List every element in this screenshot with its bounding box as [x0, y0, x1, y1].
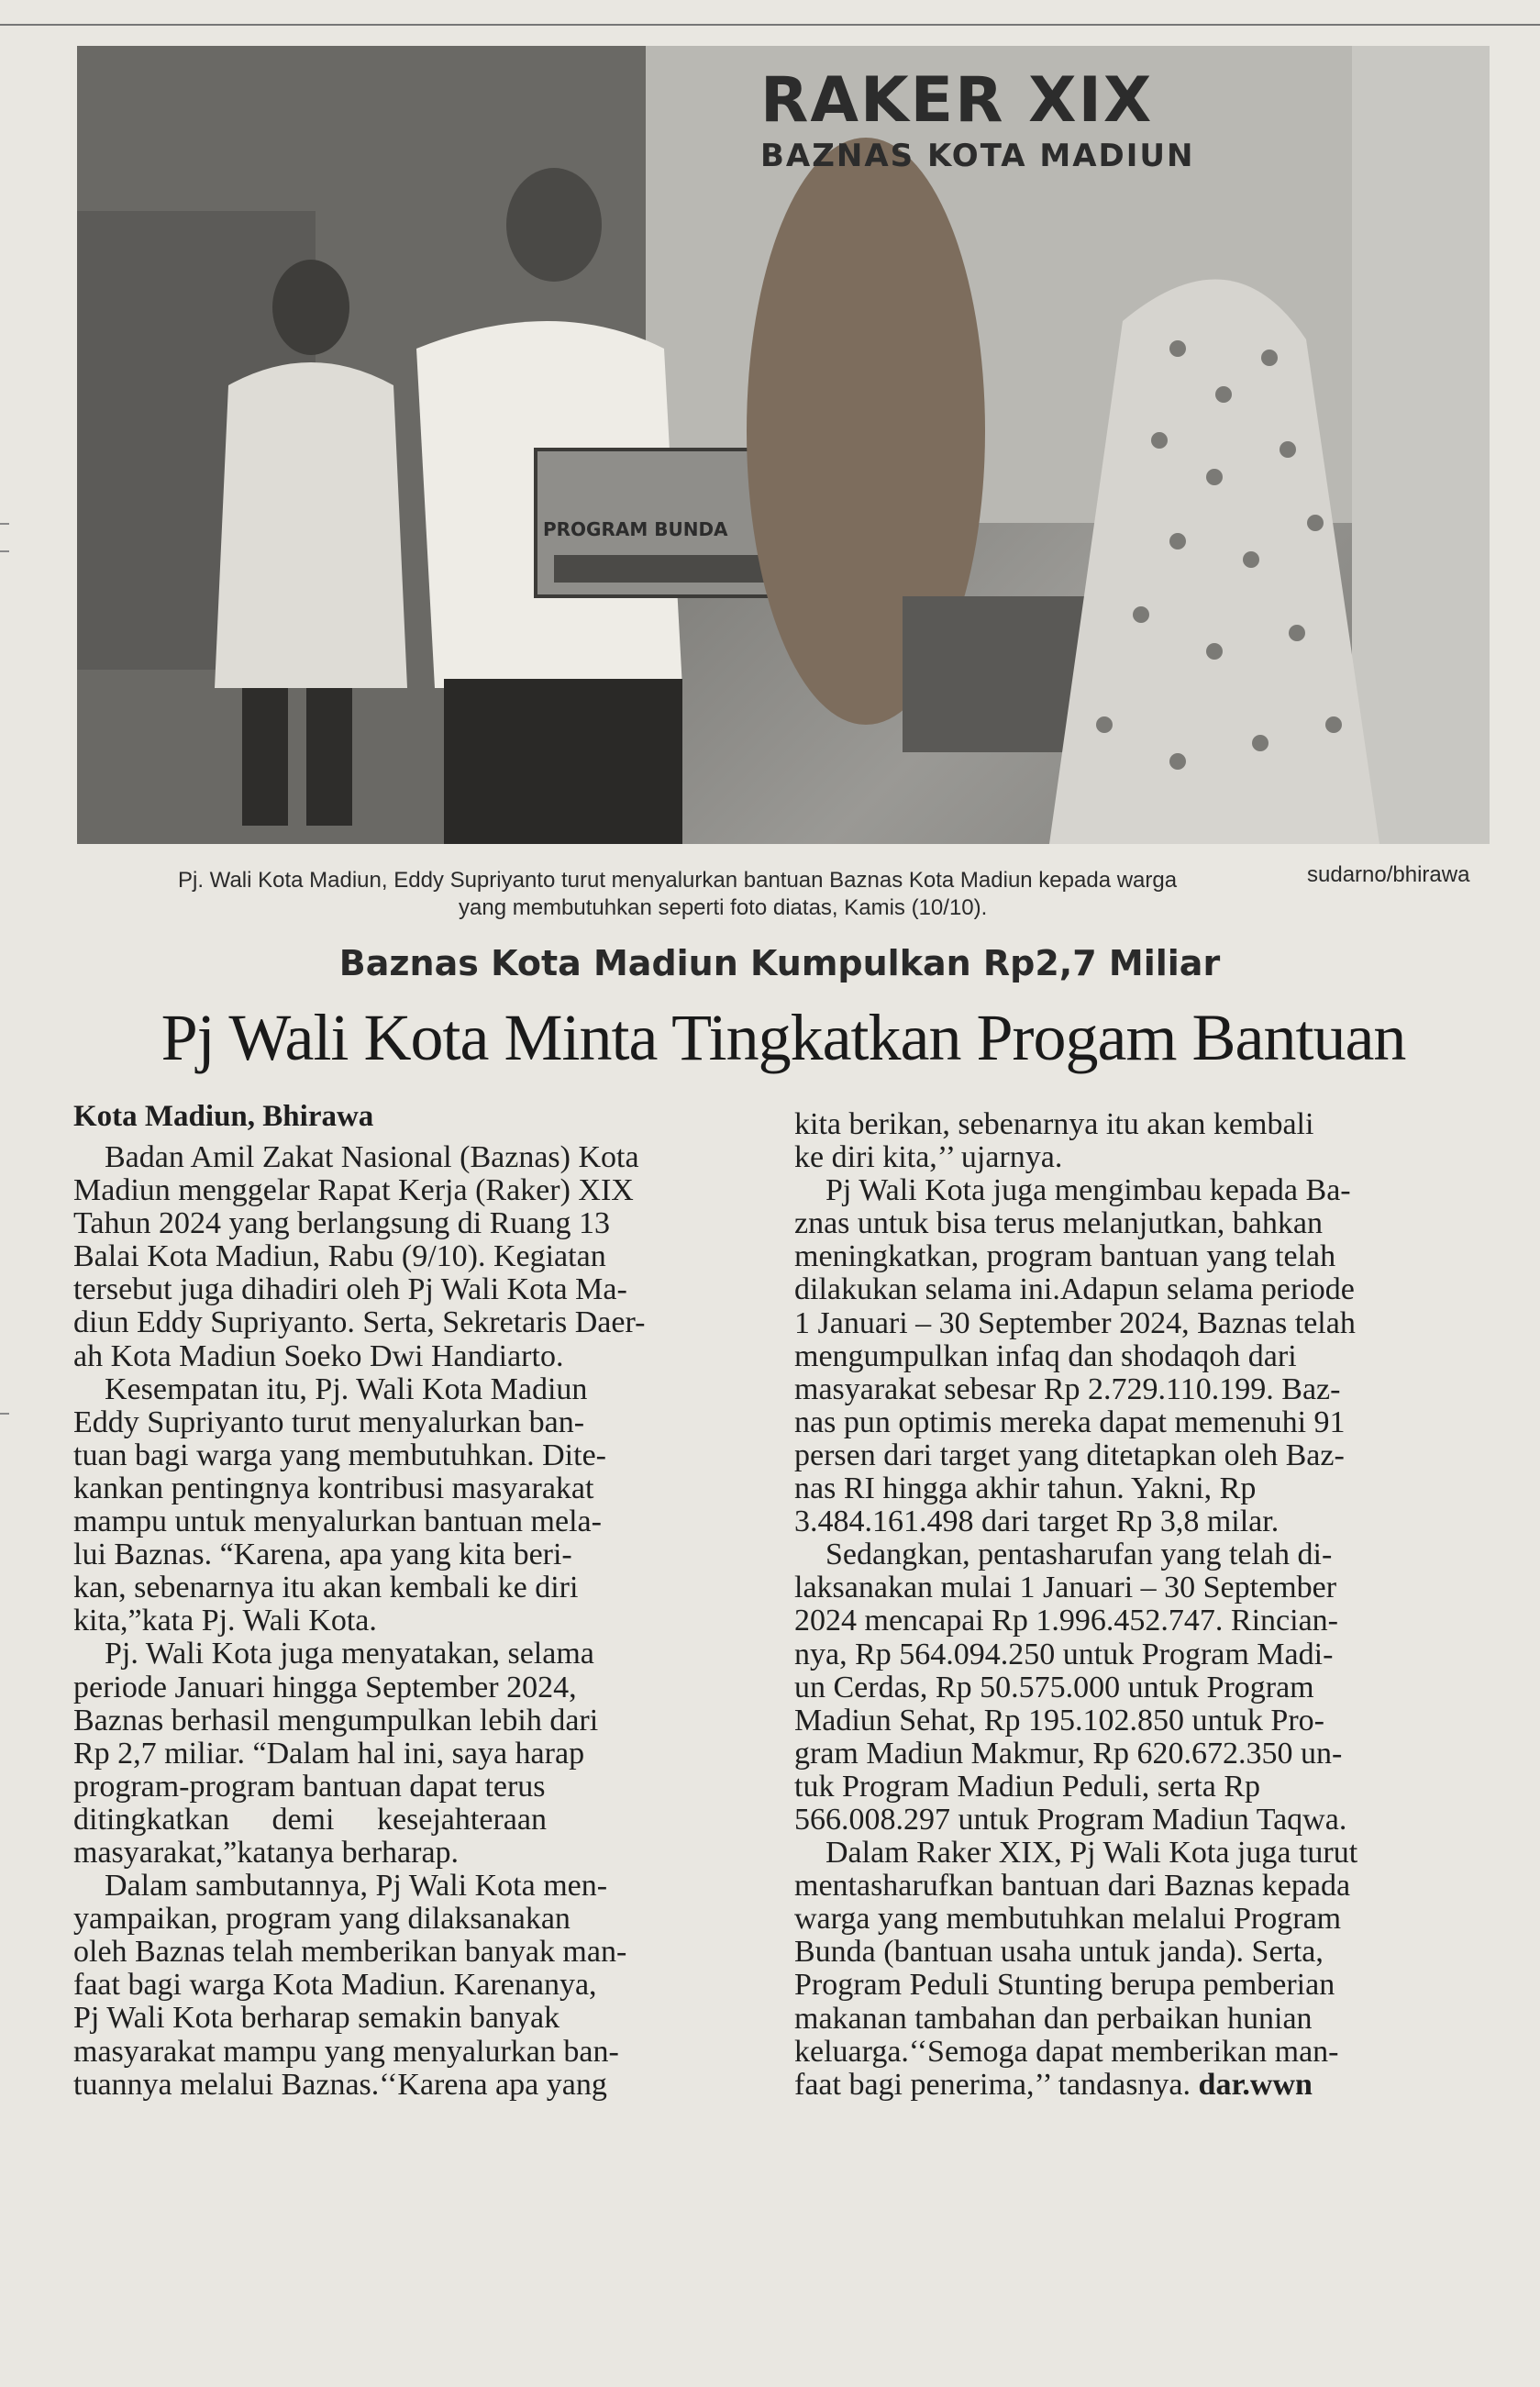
text-line: lui Baznas. “Karena, apa yang kita beri- — [73, 1538, 572, 1572]
text-line: kan, sebenarnya itu akan kembali ke diri — [73, 1571, 579, 1605]
news-photo — [77, 46, 1490, 844]
text-line: Bunda (bantuan usaha untuk janda). Serta, — [794, 1935, 1324, 1970]
text-line: masyarakat mampu yang menyalurkan ban- — [73, 2034, 619, 2069]
text-line: Pj Wali Kota juga mengimbau kepada Ba- — [825, 1173, 1351, 1208]
text-line: faat bagi penerima,’’ tandasnya. — [794, 2067, 1191, 2102]
text-line: Balai Kota Madiun, Rabu (9/10). Kegiatan — [73, 1239, 606, 1274]
text-line: gram Madiun Makmur, Rp 620.672.350 un- — [794, 1736, 1343, 1771]
text-line: ke diri kita,’’ ujarnya. — [794, 1140, 1063, 1175]
text-line: ditingkatkan demi kesejahteraan — [73, 1802, 547, 1837]
photo-caption-line: yang membutuhkan seperti foto diatas, Kamis (10/10). — [459, 895, 988, 920]
text-line: 1 Januari – 30 September 2024, Baznas telah — [794, 1305, 1356, 1340]
text-line: Dalam sambutannya, Pj Wali Kota men- — [105, 1869, 608, 1904]
text-line: Dalam Raker XIX, Pj Wali Kota juga turut — [825, 1836, 1358, 1871]
text-line: Baznas berhasil mengumpulkan lebih dari — [73, 1703, 599, 1738]
text-line: Tahun 2024 yang berlangsung di Ruang 13 — [73, 1206, 610, 1241]
text-line-last — [794, 2069, 1491, 2102]
text-line: Pj Wali Kota berharap semakin banyak — [73, 2001, 560, 2036]
photo-credit: sudarno/bhirawa — [1307, 862, 1470, 887]
banner-subtitle: BAZNAS KOTA MADIUN — [760, 138, 1195, 174]
text-line: nas pun optimis mereka dapat memenuhi 91 — [794, 1404, 1346, 1439]
text-line: Madiun Sehat, Rp 195.102.850 untuk Pro- — [794, 1703, 1324, 1738]
article-dateline: Kota Madiun, Bhirawa — [73, 1100, 374, 1133]
text-line: meningkatkan, program bantuan yang telah — [794, 1239, 1336, 1274]
text-line: persen dari target yang ditetapkan oleh Baz- — [794, 1438, 1345, 1472]
banner-title: RAKER XIX — [760, 64, 1154, 137]
text-line: keluarga.‘‘Semoga dapat memberikan man- — [794, 2034, 1339, 2069]
text-line: Kesempatan itu, Pj. Wali Kota Madiun — [105, 1371, 588, 1406]
article-column-left — [73, 1141, 752, 2102]
text-line: oleh Baznas telah memberikan banyak man- — [73, 1935, 627, 1970]
text-line: masyarakat sebesar Rp 2.729.110.199. Baz- — [794, 1371, 1341, 1406]
author-signoff: dar.wwn — [1198, 2067, 1313, 2102]
text-line: ah Kota Madiun Soeko Dwi Handiarto. — [73, 1338, 564, 1373]
text-line: un Cerdas, Rp 50.575.000 untuk Program — [794, 1670, 1314, 1704]
text-line: 2024 mencapai Rp 1.996.452.747. Rincian- — [794, 1604, 1339, 1638]
text-line: mengumpulkan infaq dan shodaqoh dari — [794, 1338, 1297, 1373]
text-line: znas untuk bisa terus melanjutkan, bahkan — [794, 1206, 1323, 1241]
text-line: nas RI hingga akhir tahun. Yakni, Rp — [794, 1471, 1257, 1506]
text-line: 3.484.161.498 dari target Rp 3,8 milar. — [794, 1504, 1280, 1539]
text-line: kankan pentingnya kontribusi masyarakat — [73, 1471, 594, 1505]
text-line: kita,”kata Pj. Wali Kota. — [73, 1604, 377, 1638]
text-line: Sedangkan, pentasharufan yang telah di- — [825, 1538, 1333, 1572]
text-line: diun Eddy Supriyanto. Serta, Sekretaris Daer- — [73, 1305, 646, 1340]
text-line: faat bagi warga Kota Madiun. Karenanya, — [73, 1968, 597, 2003]
article-kicker: Baznas Kota Madiun Kumpulkan Rp2,7 Miliar — [338, 943, 1221, 983]
text-line: tuk Program Madiun Peduli, serta Rp — [794, 1769, 1261, 1804]
text-line: Pj. Wali Kota juga menyatakan, selama — [105, 1637, 594, 1671]
text-line: warga yang membutuhkan melalui Program — [794, 1902, 1342, 1937]
text-line: yampaikan, program yang dilaksanakan — [73, 1902, 571, 1937]
board-title: PROGRAM BUNDA — [543, 518, 728, 540]
photo-caption-line: Pj. Wali Kota Madiun, Eddy Supriyanto turut menyalurkan bantuan Baznas Kota Madiun kepada warga — [178, 868, 1178, 893]
text-line: program-program bantuan dapat terus — [73, 1769, 546, 1804]
text-line: tersebut juga dihadiri oleh Pj Wali Kota Ma- — [73, 1272, 627, 1307]
text-line: makanan tambahan dan perbaikan hunian — [794, 2001, 1313, 2036]
text-line: periode Januari hingga September 2024, — [73, 1670, 577, 1704]
text-line: Program Peduli Stunting berupa pemberian — [794, 1968, 1335, 2003]
page-edge-mark — [0, 1413, 9, 1415]
page-edge-mark — [0, 550, 9, 552]
text-line: Madiun menggelar Rapat Kerja (Raker) XIX — [73, 1173, 634, 1208]
page-edge-mark — [0, 523, 9, 525]
text-line: nya, Rp 564.094.250 untuk Program Madi- — [794, 1637, 1334, 1671]
top-rule — [0, 24, 1540, 26]
text-line: Badan Amil Zakat Nasional (Baznas) Kota — [105, 1140, 639, 1174]
article-column-right — [794, 1108, 1491, 2102]
article-headline: Pj Wali Kota Minta Tingkatkan Progam Bantuan — [161, 1001, 1406, 1074]
text-line: Eddy Supriyanto turut menyalurkan ban- — [73, 1404, 585, 1439]
text-line: Rp 2,7 miliar. “Dalam hal ini, saya harap — [73, 1736, 585, 1771]
text-line: tuan bagi warga yang membutuhkan. Dite- — [73, 1438, 606, 1472]
text-line: dilakukan selama ini.Adapun selama periode — [794, 1272, 1355, 1307]
text-line: mentasharufkan bantuan dari Baznas kepada — [794, 1869, 1351, 1904]
text-line: mampu untuk menyalurkan bantuan mela- — [73, 1504, 602, 1539]
text-line: masyarakat,”katanya berharap. — [73, 1835, 460, 1870]
text-line: tuannya melalui Baznas.‘‘Karena apa yang — [73, 2067, 607, 2102]
text-line: kita berikan, sebenarnya itu akan kembali — [794, 1107, 1314, 1141]
text-line: 566.008.297 untuk Program Madiun Taqwa. — [794, 1802, 1347, 1837]
text-line: laksanakan mulai 1 Januari – 30 September — [794, 1571, 1337, 1605]
